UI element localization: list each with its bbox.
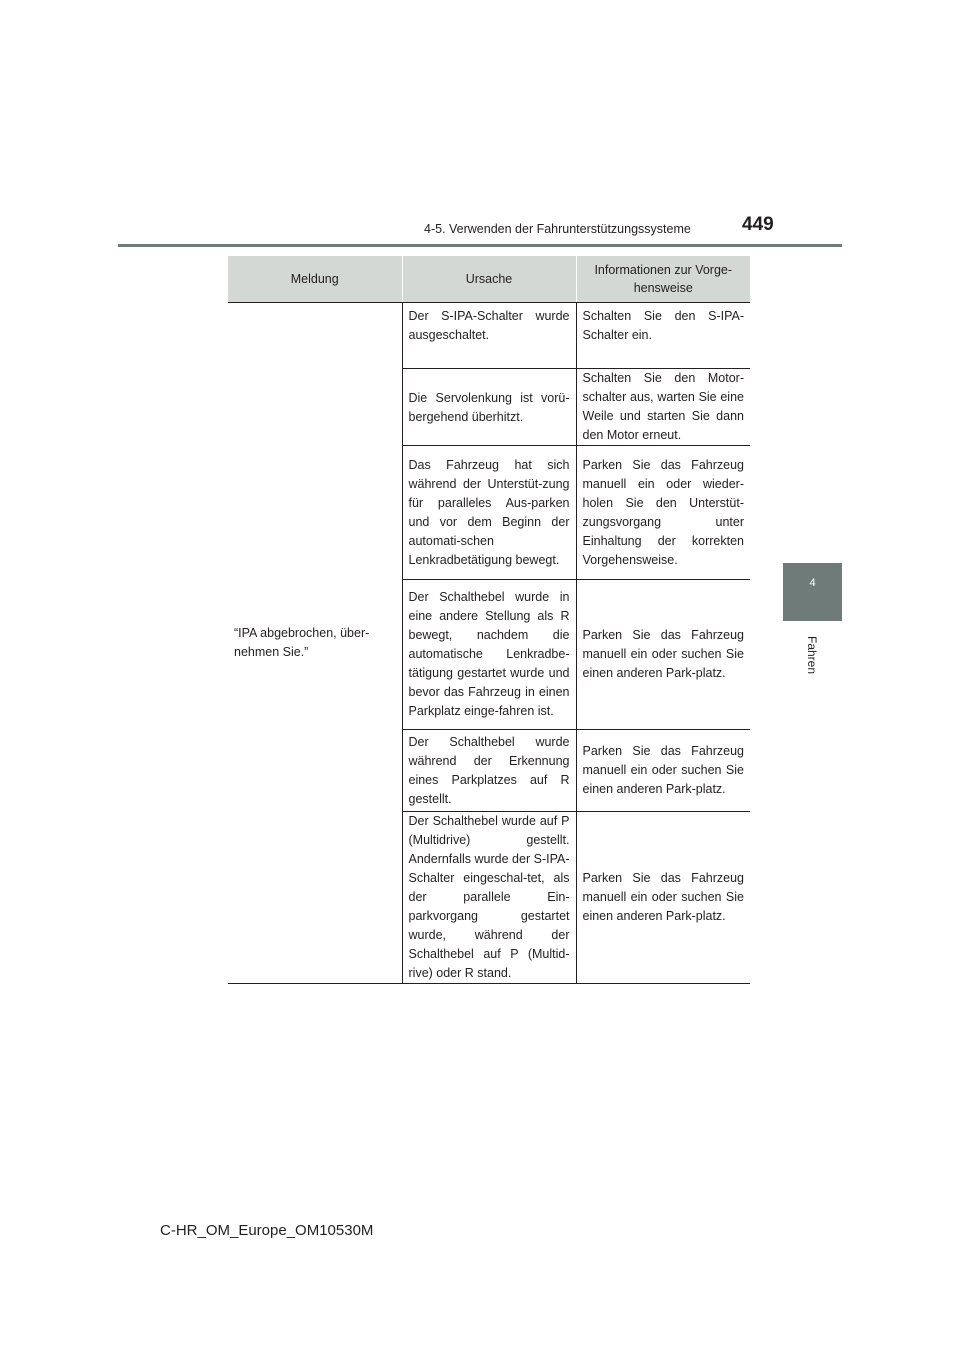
cause-cell: Der Schalthebel wurde auf P (Multidrive) gestellt. Andernfalls wurde der S-IPA-Schalter eingeschal-tet, als der parallele Ein-parkvorgang gestartet wurde, während der Schalthebel auf P (Multid-rive) oder R stand. xyxy=(402,812,576,984)
table-header-row xyxy=(228,256,750,303)
column-header-meldung: Meldung xyxy=(228,256,402,303)
page-number: 449 xyxy=(742,214,774,235)
section-title: 4-5. Verwenden der Fahrunterstützungssysteme xyxy=(424,222,691,236)
column-header-ursache: Ursache xyxy=(402,256,576,303)
action-cell: Schalten Sie den Motor-schalter aus, warten Sie eine Weile und starten Sie dann den Motor erneut. xyxy=(576,369,750,446)
header-rule xyxy=(118,244,842,247)
document-code: C-HR_OM_Europe_OM10530M xyxy=(160,1222,374,1239)
action-cell: Parken Sie das Fahrzeug manuell ein oder suchen Sie einen anderen Park-platz. xyxy=(576,580,750,730)
chapter-number: 4 xyxy=(809,577,816,589)
action-cell: Parken Sie das Fahrzeug manuell ein oder suchen Sie einen anderen Park-platz. xyxy=(576,812,750,984)
action-cell: Schalten Sie den S-IPA-Schalter ein. xyxy=(576,303,750,369)
cause-cell: Der Schalthebel wurde während der Erkennung eines Parkplatzes auf R gestellt. xyxy=(402,730,576,812)
action-cell: Parken Sie das Fahrzeug manuell ein oder suchen Sie einen anderen Park-platz. xyxy=(576,730,750,812)
chapter-label: Fahren xyxy=(805,635,819,675)
message-table xyxy=(228,256,750,984)
message-cell: “IPA abgebrochen, über- nehmen Sie.” xyxy=(228,303,402,984)
cause-cell: Die Servolenkung ist vorü-bergehend überhitzt. xyxy=(402,369,576,446)
chapter-tab[interactable] xyxy=(783,563,842,621)
cause-cell: Der S-IPA-Schalter wurde ausgeschaltet. xyxy=(402,303,576,369)
action-cell: Parken Sie das Fahrzeug manuell ein oder wieder-holen Sie den Unterstüt-zungsvorgang unter Einhaltung der korrekten Vorgehensweise. xyxy=(576,446,750,580)
cause-cell: Das Fahrzeug hat sich während der Unterstüt-zung für paralleles Aus-parken und vor dem Beginn der automati-schen Lenkradbetätigung bewegt. xyxy=(402,446,576,580)
cause-cell: Der Schalthebel wurde in eine andere Stellung als R bewegt, nachdem die automatische Lenkradbe-tätigung gestartet wurde und bevor das Fahrzeug in einen Parkplatz einge-fahren ist. xyxy=(402,580,576,730)
table-row xyxy=(228,303,750,369)
column-header-informationen: Informationen zur Vorge- hensweise xyxy=(576,256,750,303)
